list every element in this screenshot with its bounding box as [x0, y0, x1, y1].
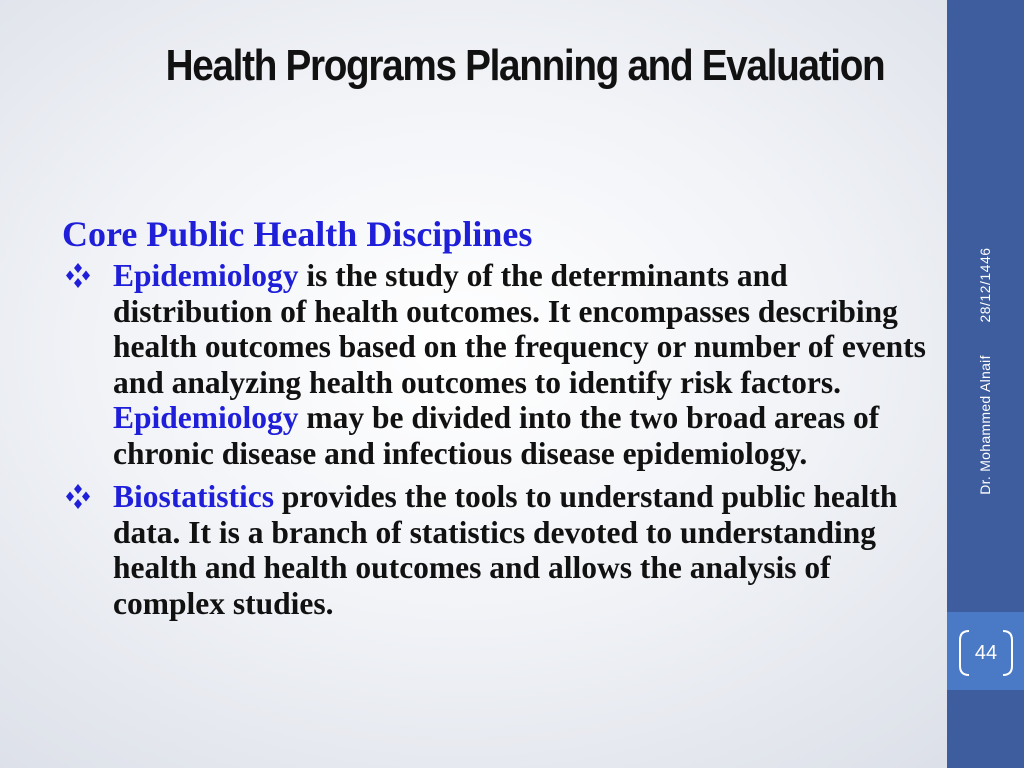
bullet-biostatistics [62, 479, 942, 621]
term-epidemiology-repeat: Epidemiology [113, 400, 299, 435]
page-number: 44 [974, 642, 998, 664]
bullet-text: is the study of the determinants and distribution of health outcomes. It encompasses describing health outcomes based on the frequency or number of events and analyzing health outcomes to identify risk factors. [113, 258, 926, 400]
page-number-box [955, 628, 1017, 678]
slide-title: Health Programs Planning and Evaluation [165, 41, 885, 90]
bullet-text: may be divided into the two broad areas of chronic disease and infectious disease epidemiology. [113, 400, 880, 471]
section-heading: Core Public Health Disciplines [62, 214, 533, 254]
term-biostatistics: Biostatistics [113, 479, 274, 514]
bullet-text: provides the tools to understand public health data. It is a branch of statistics devoted to understanding health and health outcomes and allows the analysis of complex studies. [113, 479, 898, 621]
slide-author: Dr. Mohammed Alnaif [977, 355, 993, 495]
term-epidemiology: Epidemiology [113, 258, 299, 293]
four-diamond-bullet-icon [64, 258, 92, 293]
four-diamond-bullet-icon [64, 479, 92, 514]
bullet-list [62, 258, 942, 621]
slide-date: 28/12/1446 [977, 247, 993, 323]
bullet-epidemiology [62, 258, 942, 471]
slide-body [62, 212, 942, 629]
